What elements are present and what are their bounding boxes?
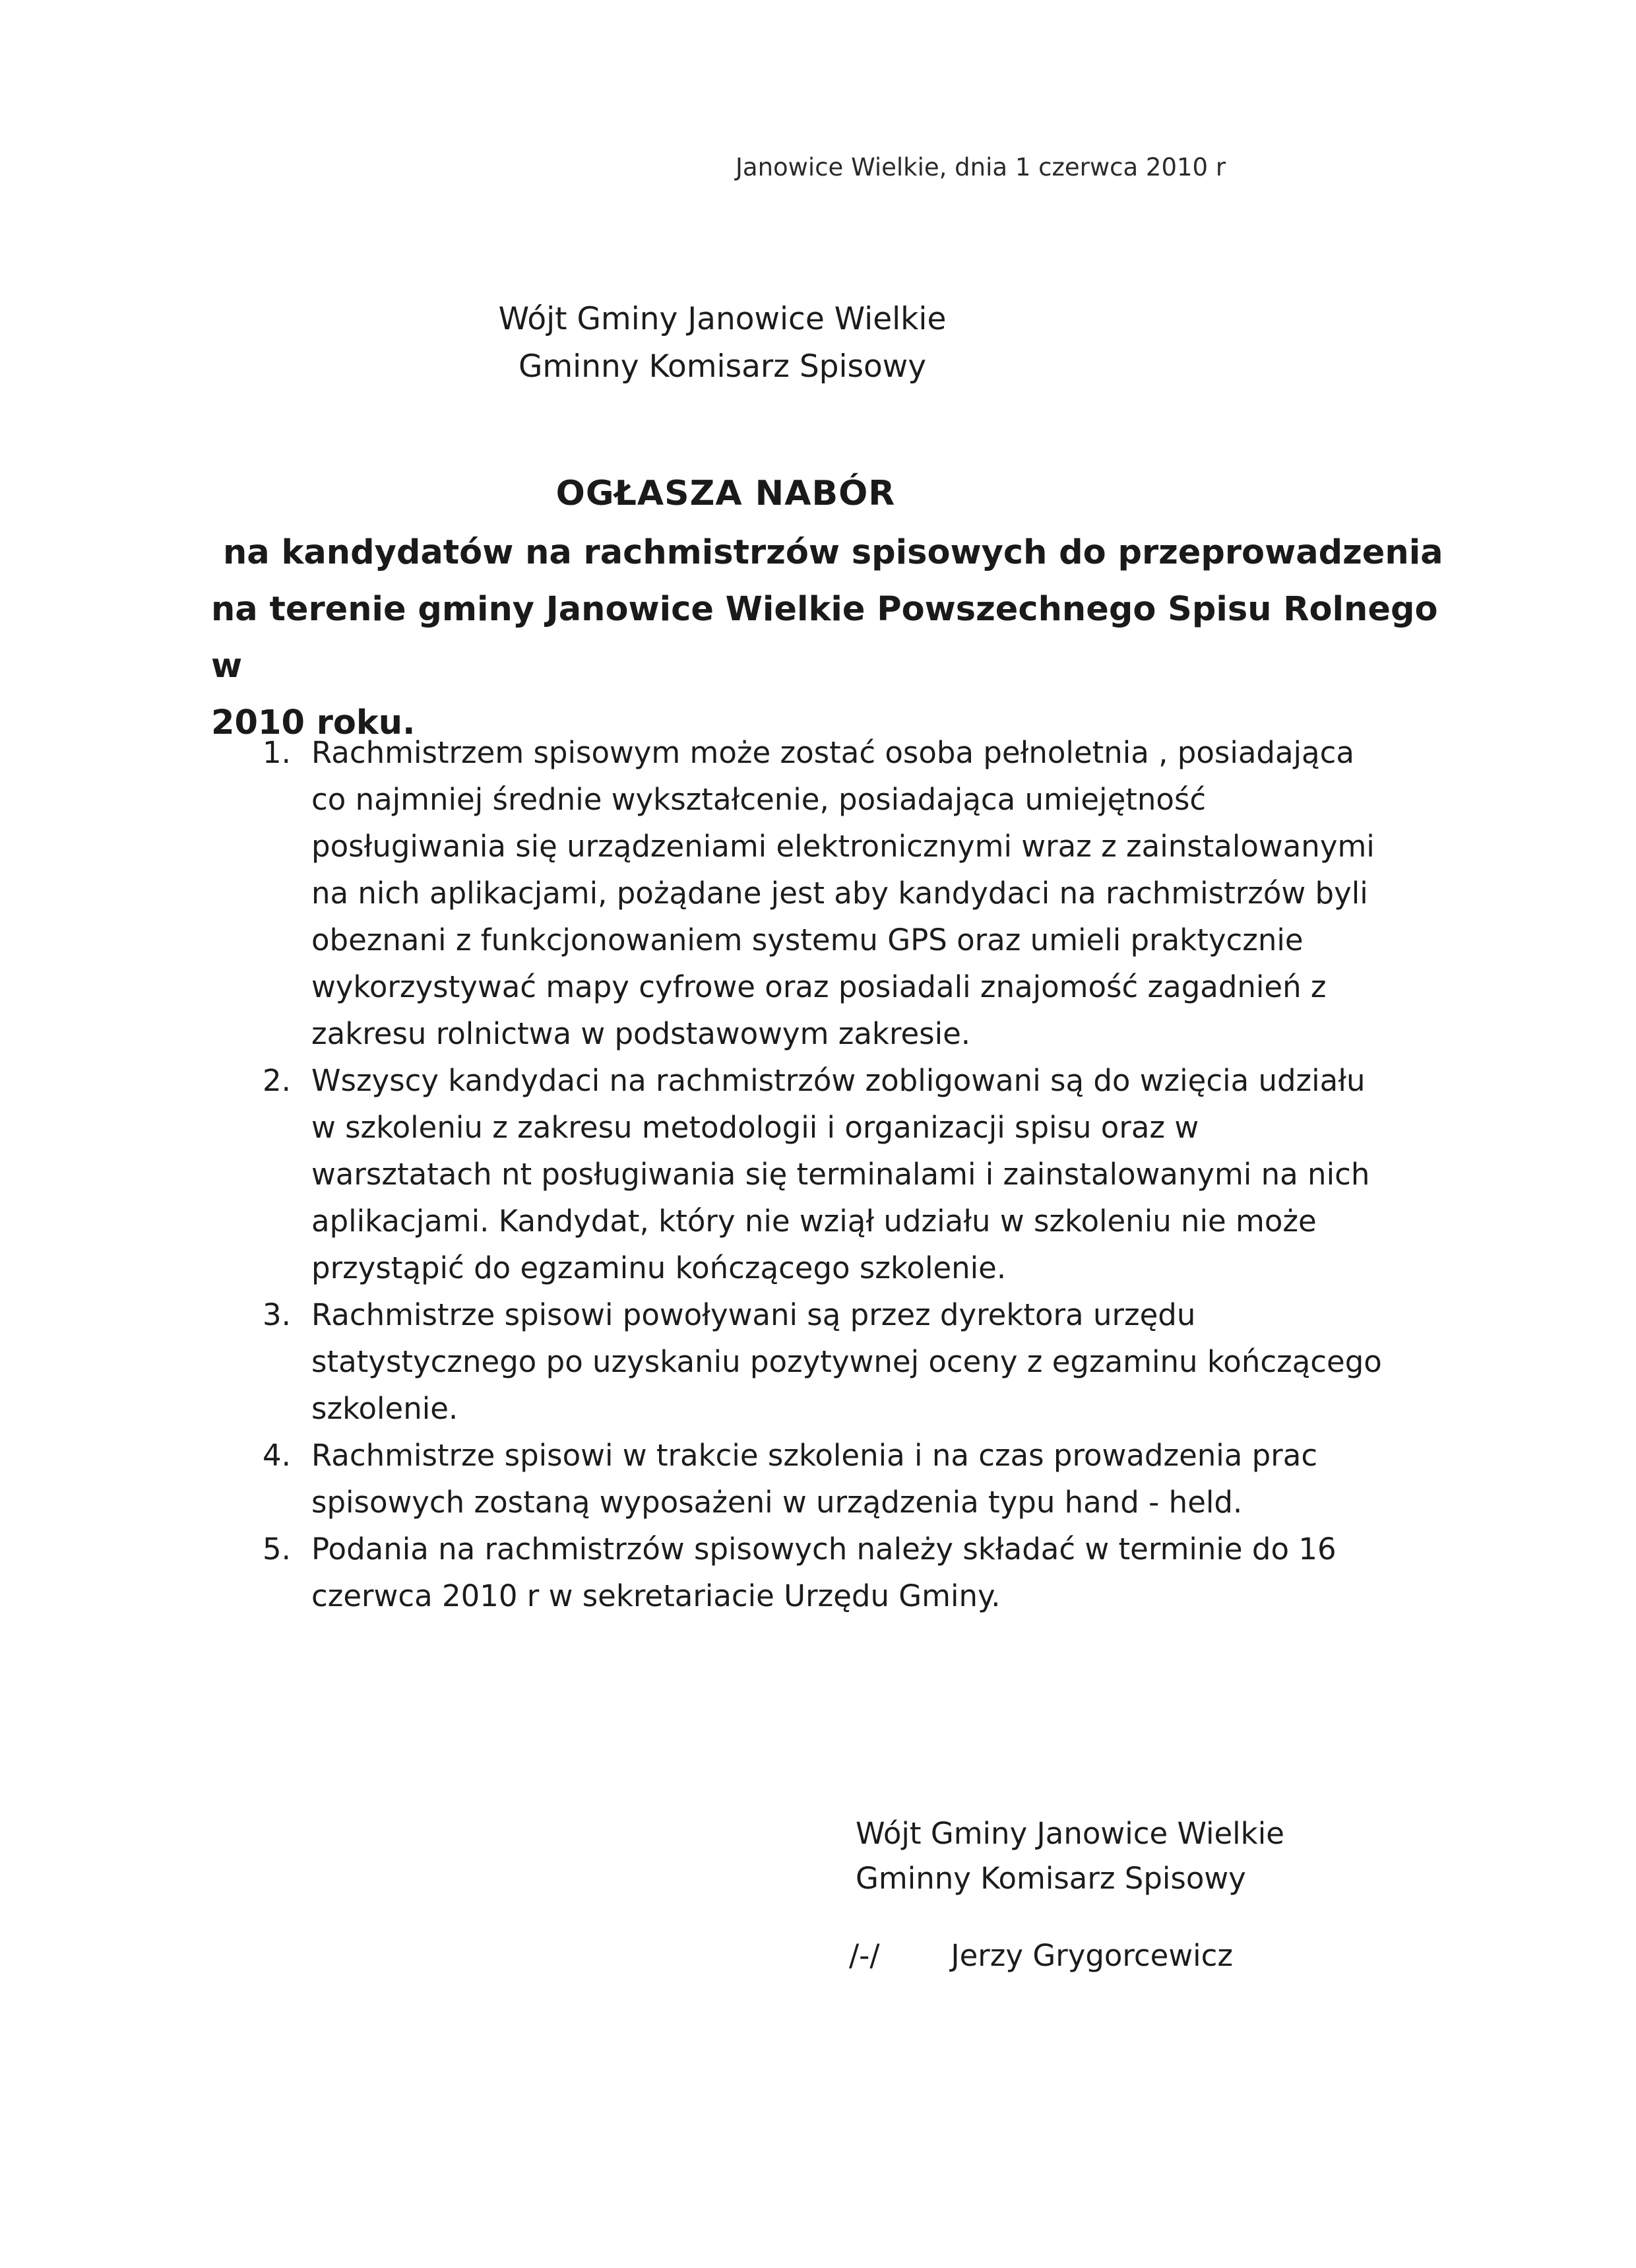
condition-line: co najmniej średnie wykształcenie, posiadająca umiejętność — [311, 782, 1207, 817]
condition-line: obeznani z funkcjonowaniem systemu GPS oraz umieli praktycznie — [311, 923, 1304, 957]
condition-number: 4. — [263, 1438, 291, 1473]
condition-line: warsztatach nt posługiwania się terminalami i zainstalowanymi na nich — [311, 1157, 1370, 1192]
conditions-list — [257, 729, 1464, 1619]
signature-heading — [856, 1811, 1284, 1901]
condition-line: na nich aplikacjami, pożądane jest aby kandydaci na rachmistrzów byli — [311, 876, 1368, 911]
condition-line: Rachmistrzem spisowym może zostać osoba pełnoletnia , posiadająca — [311, 735, 1354, 770]
issuer-line-1: Wójt Gminy Janowice Wielkie — [498, 301, 947, 337]
condition-line: posługiwania się urządzeniami elektronicznymi wraz z zainstalowanymi — [311, 829, 1375, 864]
condition-line: Podania na rachmistrzów spisowych należy składać w terminie do 16 — [311, 1532, 1337, 1567]
condition-item — [257, 1291, 1464, 1432]
condition-number: 1. — [263, 735, 291, 770]
condition-item — [257, 729, 1464, 1057]
condition-item — [257, 1526, 1464, 1619]
condition-number: 3. — [263, 1297, 291, 1332]
condition-line: statystycznego po uzyskaniu pozytywnej oceny z egzaminu kończącego — [311, 1344, 1382, 1379]
condition-line: Rachmistrze spisowi powoływani są przez dyrektora urzędu — [311, 1297, 1196, 1332]
signature-line-1: Wójt Gminy Janowice Wielkie — [856, 1816, 1284, 1851]
signature-mark: /-/ — [849, 1938, 880, 1973]
condition-line: czerwca 2010 r w sekretariacie Urzędu Gminy. — [311, 1578, 1001, 1613]
signature-line — [849, 1938, 1233, 1973]
signatory-name: Jerzy Grygorcewicz — [951, 1938, 1234, 1973]
signature-line-2: Gminny Komisarz Spisowy — [856, 1861, 1246, 1896]
condition-line: Rachmistrze spisowi w trakcie szkolenia i na czas prowadzenia prac — [311, 1438, 1318, 1473]
announcement-title-text: OGŁASZA NABÓR — [555, 474, 896, 513]
condition-line: wykorzystywać mapy cyfrowe oraz posiadali znajomość zagadnień z — [311, 969, 1327, 1004]
condition-line: aplikacjami. Kandydat, który nie wziął udziału w szkoleniu nie może — [311, 1204, 1317, 1239]
date-line: Janowice Wielkie, dnia 1 czerwca 2010 r — [736, 153, 1226, 181]
announcement-title — [0, 474, 1636, 513]
condition-item — [257, 1432, 1464, 1526]
issuer-line-2: Gminny Komisarz Spisowy — [518, 348, 927, 385]
condition-number: 5. — [263, 1532, 291, 1567]
condition-line: zakresu rolnictwa w podstawowym zakresie. — [311, 1016, 971, 1051]
issuer-heading — [0, 296, 1636, 391]
announcement-subtitle-line: na terenie gminy Janowice Wielkie Powszechnego Spisu Rolnego w — [211, 590, 1438, 686]
announcement-subtitle — [211, 525, 1478, 752]
condition-number: 2. — [263, 1063, 291, 1098]
announcement-subtitle-line: 2010 roku. — [211, 703, 416, 742]
announcement-subtitle-line: na kandydatów na rachmistrzów spisowych do przeprowadzenia — [223, 533, 1443, 572]
condition-line: przystąpić do egzaminu kończącego szkolenie. — [311, 1250, 1007, 1285]
condition-line: Wszyscy kandydaci na rachmistrzów zobligowani są do wzięcia udziału — [311, 1063, 1366, 1098]
condition-line: spisowych zostaną wyposażeni w urządzenia typu hand - held. — [311, 1485, 1243, 1520]
condition-line: w szkoleniu z zakresu metodologii i organizacji spisu oraz w — [311, 1110, 1199, 1145]
condition-item — [257, 1057, 1464, 1291]
condition-line: szkolenie. — [311, 1391, 458, 1426]
